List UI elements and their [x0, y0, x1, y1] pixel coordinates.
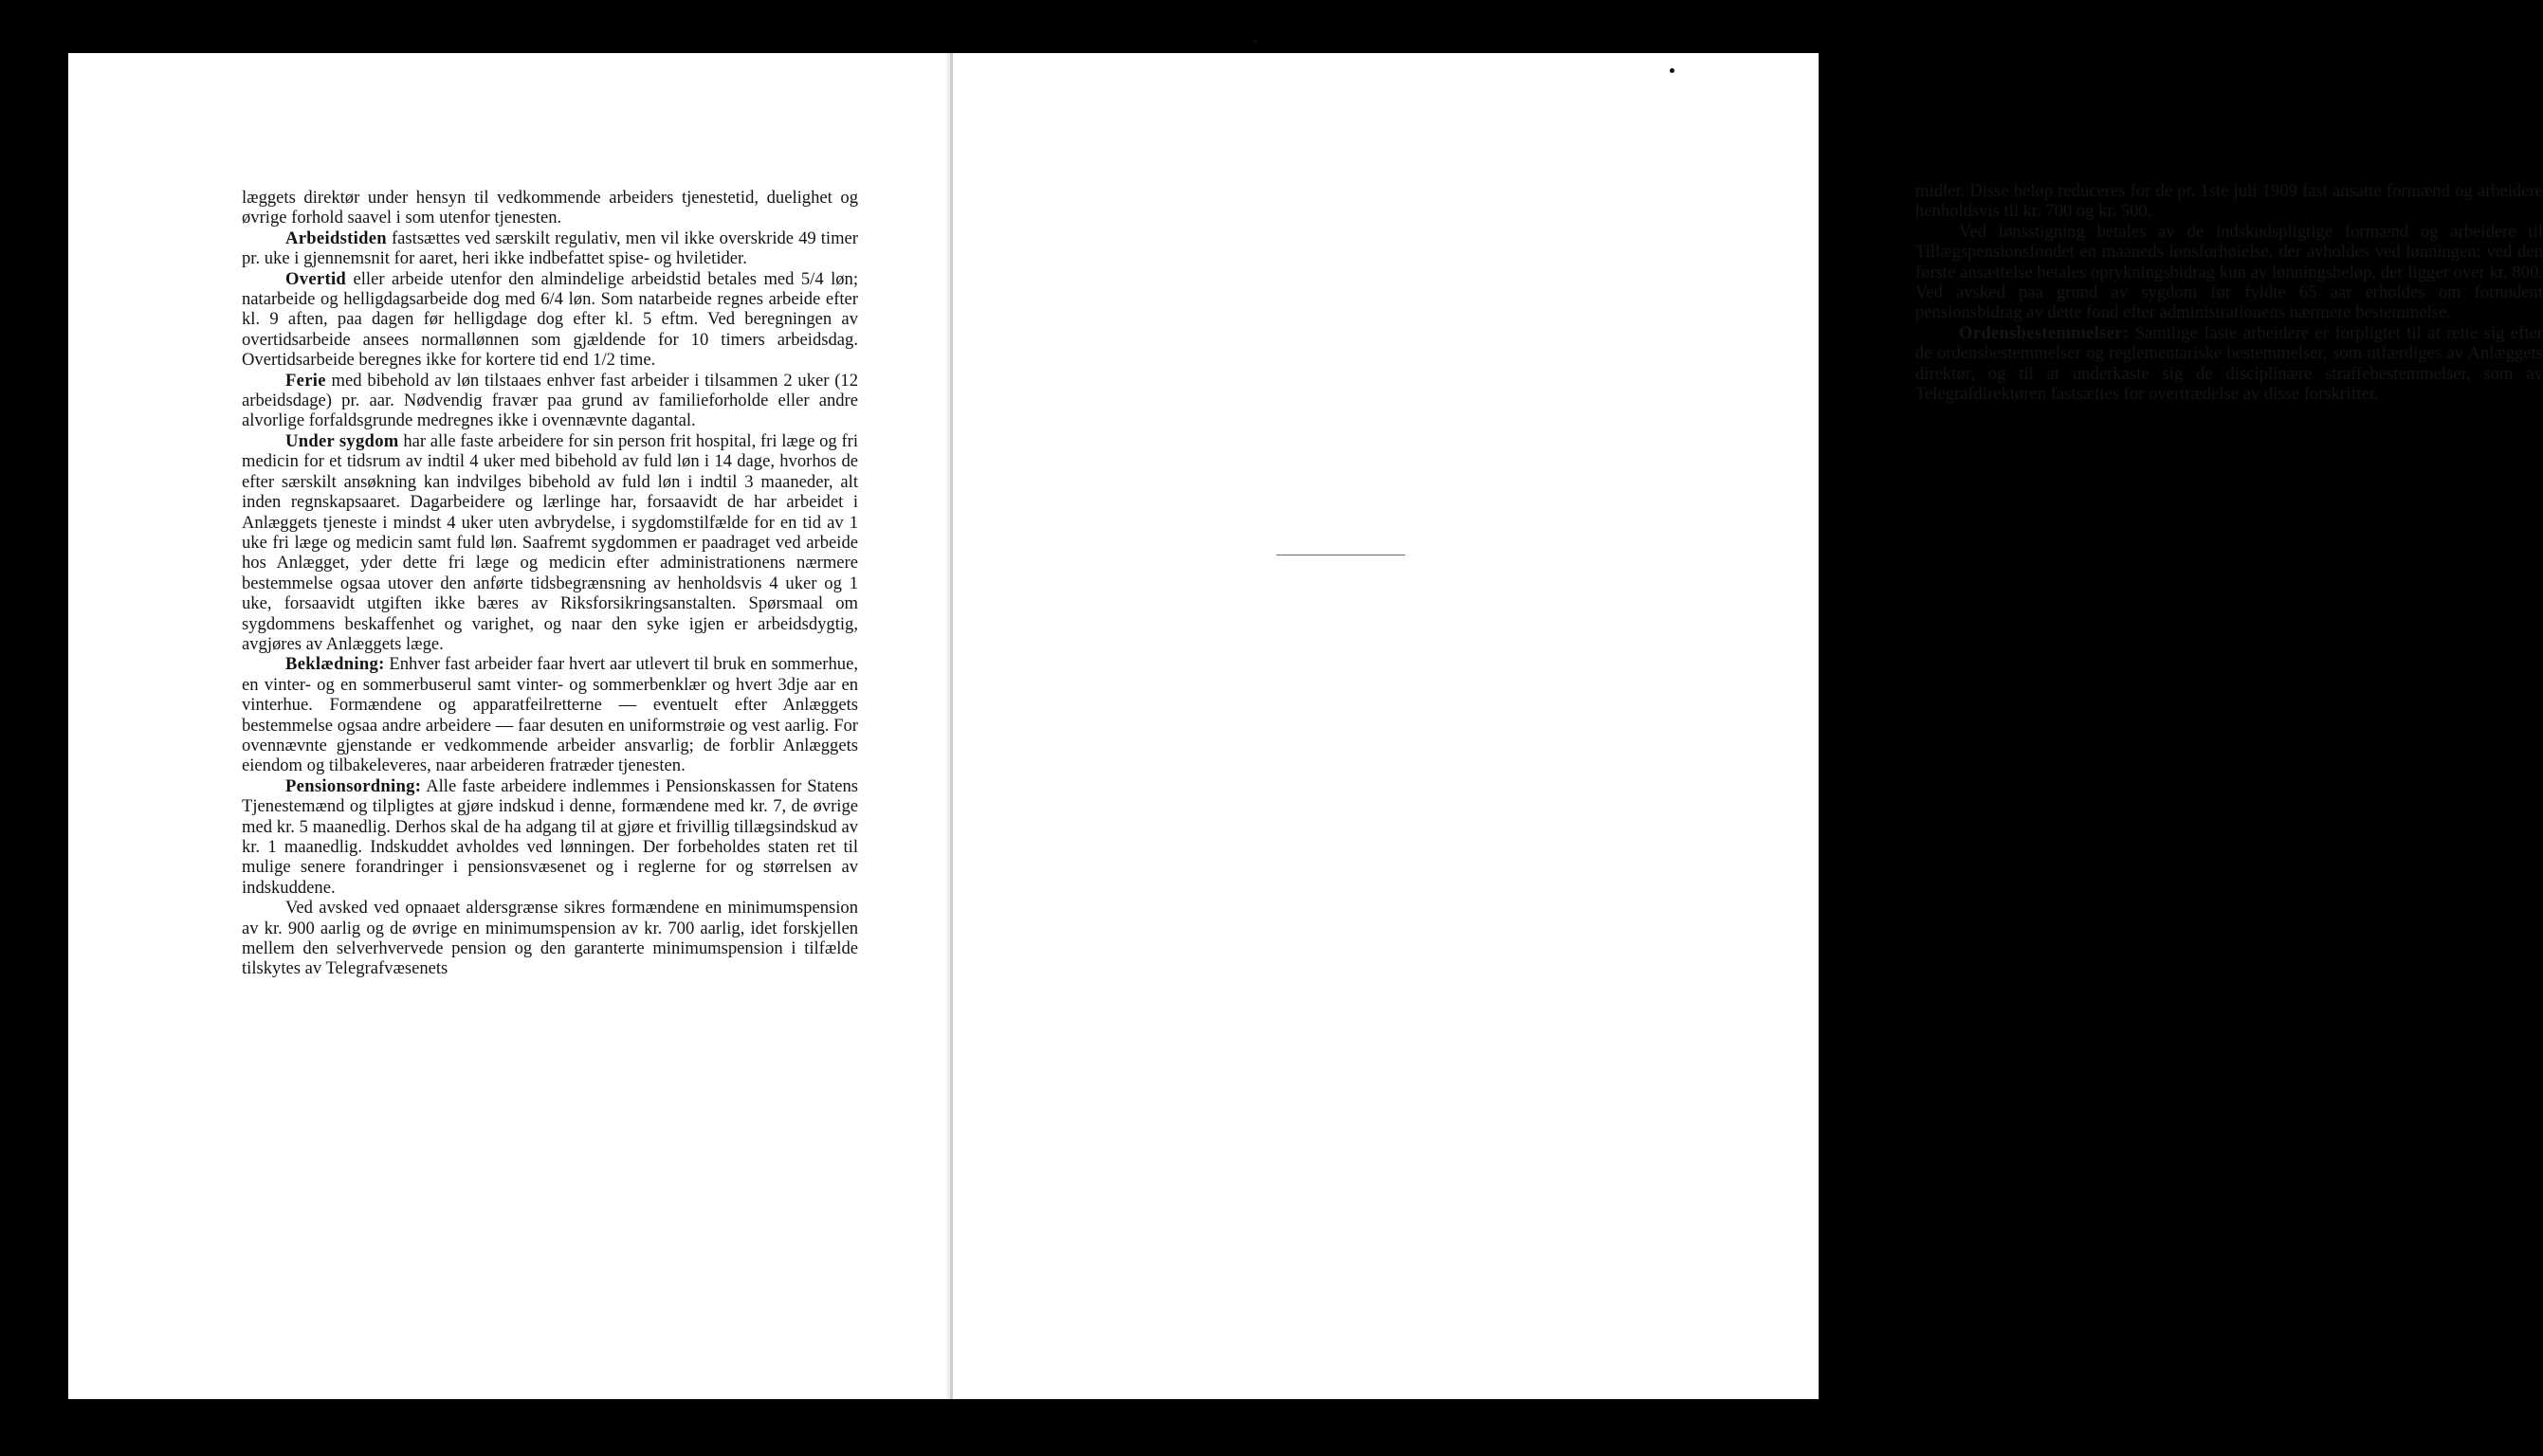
section-heading: Arbeidstiden [285, 228, 387, 248]
paragraph-avsked-aldersgraense [242, 898, 858, 979]
section-heading: Ferie [285, 370, 326, 391]
section-heading: Under sygdom [285, 430, 399, 451]
paragraph-body: eller arbeide utenfor den almindelige arbeidstid betales med 5/4 løn; natarbeide og helligdagsarbeide dog med 6/4 løn. Som natarbeide regnes arbeide efter kl. 9 aften, paa dagen før helligdage dog efter kl. 5 eftm. Ved beregningen av overtidsarbeide ansees normallønnen som gjældende for 10 timers arbeidsdag. Overtidsarbeide beregnes ikke for kortere tid end 1/2 time. [242, 268, 858, 371]
paragraph-continuation [1915, 181, 2543, 222]
paragraph-arbeidstiden [242, 228, 858, 269]
left-page-text [242, 188, 858, 979]
scan-speck [1670, 68, 1674, 73]
paragraph-body: Enhver fast arbeider faar hvert aar utlevert til bruk en sommerhue, en vinter- og en sommerbuserul samt vinter- og sommerbenklær og hvert 3dje aar en vinterhue. Formændene og apparatfeilretterne — eventuelt efter Anlæggets bestemmelse ogsaa andre arbeidere — faar desuten en uniformstrøie og vest aarlig. For ovennævnte gjenstande er vedkommende arbeider ansvarlig; de forblir Anlæggets eiendom og tilbakeleveres, naar arbeideren fratræder tjenesten. [242, 654, 858, 776]
paragraph-ordensbestemmelser [1915, 323, 2543, 405]
paragraph-overtid [242, 269, 858, 371]
paragraph-body: Ved lønsstigning betales av de indskudspligtige formænd og arbeidere til Tillægspensionsfondet en maaneds lønsforhøielse, der avholdes ved lønningen; ved den første ansættelse betales oprykningsbidrag kun av lønningsbeløp, der ligger over kr. 800. Ved avsked paa grund av sygdom før fyldte 65 aar erholdes om fornødent pensionsbidrag av dette fond efter administrationens nærmere bestemmelse. [1915, 221, 2543, 323]
section-heading: Overtid [285, 268, 347, 289]
paragraph-body: læggets direktør under hensyn til vedkommende arbeiders tjenestetid, duelighet og øvrige forhold saavel i som utenfor tjenesten. [242, 188, 858, 228]
paragraph-lonsstigning [1915, 222, 2543, 323]
right-page-text [1915, 181, 2543, 404]
paragraph-body: fastsættes ved særskilt regulativ, men vil ikke overskride 49 timer pr. uke i gjennemsnit for aaret, heri ikke indbefattet spise- og hviletider. [242, 228, 858, 269]
paragraph-body: med bibehold av løn tilstaaes enhver fast arbeider i tilsammen 2 uker (12 arbeidsdage) pr. aar. Nødvendig fravær paa grund av familieforholde eller andre alvorlige forfaldsgrunde medregnes ikke i ovennævnte dagantal. [242, 370, 858, 431]
scan-speck [1253, 40, 1256, 43]
paragraph-beklaedning [242, 654, 858, 775]
section-heading: Pensionsordning: [285, 775, 422, 796]
paragraph-body: midler. Disse beløp reduceres for de pr. 1ste juli 1909 fast ansatte formænd og arbeidere henholdsvis til kr. 700 og kr. 500. [1915, 181, 2543, 222]
right-page [953, 53, 2543, 1399]
section-heading: Beklædning: [285, 654, 385, 675]
left-page [68, 53, 953, 1399]
section-heading: Ordensbestemmelser: [1959, 322, 2130, 343]
paragraph-under-sygdom [242, 431, 858, 654]
book-spread [68, 53, 2543, 1399]
paragraph-pensionsordning [242, 776, 858, 898]
paragraph-body: har alle faste arbeidere for sin person frit hospital, fri læge og fri medicin for et tidsrum av indtil 4 uker med bibehold av fuld løn i 14 dage, hvorhos de efter særskilt ansøkning kan indvilges bibehold av fuld løn i indtil 3 maaneder, alt inden regnskapsaaret. Dagarbeidere og lærlinge har, forsaavidt de har arbeidet i Anlæggets tjeneste i mindst 4 uker uten avbrydelse, i sygdomstilfælde for en tid av 1 uke fri læge og medicin samt fuld løn. Saafremt sygdommen er paadraget ved arbeide hos Anlægget, yder dette fri læge og medicin efter administrationens nærmere bestemmelse ogsaa utover den anførte tidsbegrænsning av henholdsvis 4 uker og 1 uke, forsaavidt utgiften ikke bæres av Riksforsikringsanstalten. Spørsmaal om sygdommens beskaffenhet og varighet, og naar den syke igjen er arbeidsdygtig, avgjøres av Anlæggets læge. [242, 430, 859, 654]
paragraph-ferie [242, 371, 858, 431]
page-fold [945, 53, 950, 1399]
paragraph-continuation [242, 188, 858, 228]
paragraph-body: Alle faste arbeidere indlemmes i Pensionskassen for Statens Tjenestemænd og tilpligtes at gjøre indskud i denne, formændene med kr. 7, de øvrige med kr. 5 maanedlig. Derhos skal de ha adgang til at gjøre et frivillig tillægsindskud av kr. 1 maanedlig. Indskuddet avholdes ved lønningen. Der forbeholdes staten ret til mulige senere forandringer i pensionsvæsenet og i reglerne for og størrelsen av indskuddene. [242, 775, 858, 898]
paragraph-body: Ved avsked ved opnaaet aldersgrænse sikres formændene en minimumspension av kr. 900 aarlig og de øvrige en minimumspension av kr. 700 aarlig, idet forskjellen mellem den selverhvervede pension og den garanterte minimumspension i tilfælde tilskytes av Telegrafvæsenets [242, 898, 858, 979]
paragraph-body: Samtlige faste arbeidere er forpligtet til at rette sig efter de ordensbestemmelser og reglementariske bestemmelser, som utfærdiges av Anlæggets direktør, og til at underkaste sig de disciplinære straffebestemmelser, som av Telegrafdirektøren fastsættes for overtrædelse av disse forskrifter. [1915, 322, 2543, 405]
